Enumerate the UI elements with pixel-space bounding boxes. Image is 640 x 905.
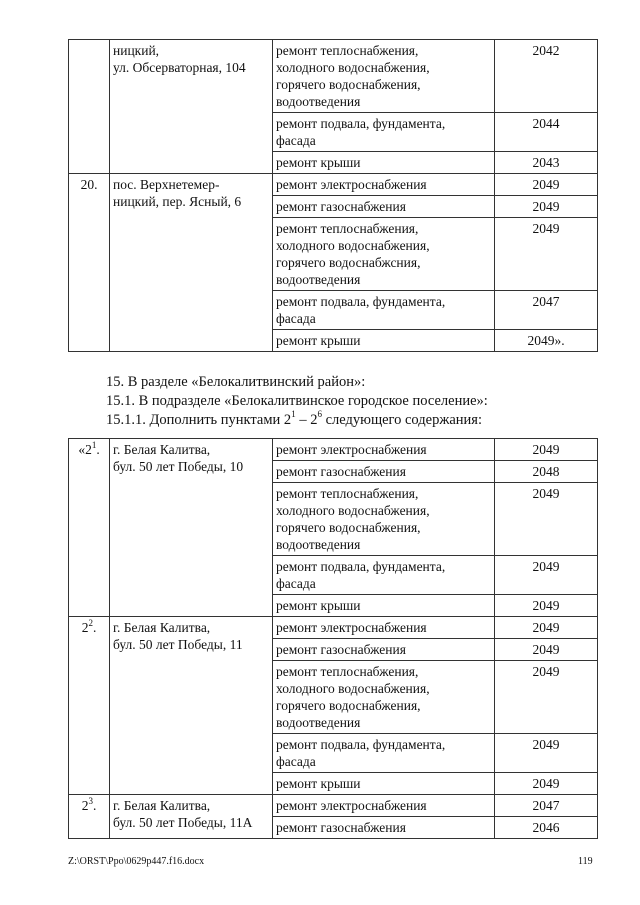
work-type-cell: ремонт газоснабжения: [273, 817, 495, 839]
work-type-cell: ремонт теплоснабжения, холодного водоснабжения, горячего водоснабжсния, водоотведения: [273, 218, 495, 291]
amendment-text-mid: – 2: [295, 412, 318, 428]
row-number-superscript: 1: [91, 439, 97, 450]
year-cell: 2049: [495, 661, 598, 734]
subsection-paragraph: 15.1. В подразделе «Белокалитвинское городское поселение»:: [106, 393, 488, 409]
work-type-cell: ремонт крыши: [273, 773, 495, 795]
year-cell: 2049: [495, 174, 598, 196]
address-cell: г. Белая Калитва, бул. 50 лет Победы, 11А: [110, 795, 273, 839]
work-type-cell: ремонт крыши: [273, 330, 495, 352]
row-number-dot: .: [96, 442, 100, 457]
table-row: [69, 40, 598, 113]
table-row: [69, 617, 598, 639]
row-number-superscript: 2: [88, 617, 93, 628]
year-cell: 2049: [495, 218, 598, 291]
year-cell: 2047: [495, 291, 598, 330]
work-type-cell: ремонт электроснабжения: [273, 617, 495, 639]
amendment-sup-start: 1: [291, 409, 296, 420]
work-type-cell: ремонт теплоснабжения, холодного водоснабжения, горячего водоснабжения, водоотведения: [273, 40, 495, 113]
table-row: [69, 795, 598, 817]
work-type-cell: ремонт электроснабжения: [273, 439, 495, 461]
row-number: 2: [81, 798, 89, 813]
table1-body: [69, 40, 598, 352]
row-number-superscript: 3: [88, 795, 93, 806]
row-number-dot: .: [92, 620, 97, 635]
row-number-cell: [69, 795, 110, 839]
row-number: 2: [81, 620, 89, 635]
work-type-cell: ремонт газоснабжения: [273, 196, 495, 218]
row-number: «2: [78, 442, 92, 457]
work-type-cell: ремонт подвала, фундамента, фасада: [273, 113, 495, 152]
section-paragraph: 15. В разделе «Белокалитвинский район»:: [106, 374, 366, 390]
year-cell: 2042: [495, 40, 598, 113]
table2-body: [69, 439, 598, 839]
year-cell: 2049: [495, 483, 598, 556]
amendment-text-suffix: следующего содержания:: [321, 412, 483, 428]
address-cell: пос. Верхнетемер- ницкий, пер. Ясный, 6: [110, 174, 273, 352]
work-type-cell: ремонт подвала, фундамента, фасада: [273, 556, 495, 595]
work-type-cell: ремонт электроснабжения: [273, 795, 495, 817]
work-type-cell: ремонт крыши: [273, 152, 495, 174]
row-number-dot: .: [92, 798, 97, 813]
year-cell: 2049: [495, 773, 598, 795]
amendment-paragraph: [106, 411, 482, 430]
address-cell: г. Белая Калитва, бул. 50 лет Победы, 10: [110, 439, 273, 617]
work-type-cell: ремонт электроснабжения: [273, 174, 495, 196]
row-number-cell: [69, 439, 110, 617]
work-type-cell: ремонт крыши: [273, 595, 495, 617]
year-cell: 2049: [495, 196, 598, 218]
address-cell: г. Белая Калитва, бул. 50 лет Победы, 11: [110, 617, 273, 795]
work-type-cell: ремонт подвала, фундамента, фасада: [273, 291, 495, 330]
table-row: [69, 439, 598, 461]
amendment-text-prefix: 15.1.1. Дополнить пунктами 2: [106, 412, 292, 428]
table-row: [69, 174, 598, 196]
address-cell: ницкий, ул. Обсерваторная, 104: [110, 40, 273, 174]
year-cell: 2049: [495, 595, 598, 617]
work-type-cell: ремонт газоснабжения: [273, 461, 495, 483]
row-number-cell: [69, 617, 110, 795]
work-type-cell: ремонт подвала, фундамента, фасада: [273, 734, 495, 773]
year-cell: 2049: [495, 734, 598, 773]
row-number-cell: [69, 40, 110, 174]
year-cell: 2047: [495, 795, 598, 817]
year-cell: 2048: [495, 461, 598, 483]
footer-file-path: Z:\ORST\Ppo\0629p447.f16.docx: [68, 856, 205, 867]
year-cell: 2049: [495, 617, 598, 639]
year-cell: 2046: [495, 817, 598, 839]
work-type-cell: ремонт теплоснабжения, холодного водоснабжения, горячего водоснабжения, водоотведения: [273, 483, 495, 556]
year-cell: 2049: [495, 439, 598, 461]
row-number-cell: 20.: [69, 174, 110, 352]
work-type-cell: ремонт теплоснабжения, холодного водоснабжения, горячего водоснабжения, водоотведения: [273, 661, 495, 734]
year-cell: 2049».: [495, 330, 598, 352]
page-number: 119: [578, 856, 593, 867]
amendment-sup-end: 6: [317, 409, 322, 420]
year-cell: 2049: [495, 556, 598, 595]
repair-schedule-table-continued: [68, 39, 598, 352]
work-type-cell: ремонт газоснабжения: [273, 639, 495, 661]
repair-schedule-table-new: [68, 438, 598, 839]
year-cell: 2049: [495, 639, 598, 661]
year-cell: 2043: [495, 152, 598, 174]
year-cell: 2044: [495, 113, 598, 152]
